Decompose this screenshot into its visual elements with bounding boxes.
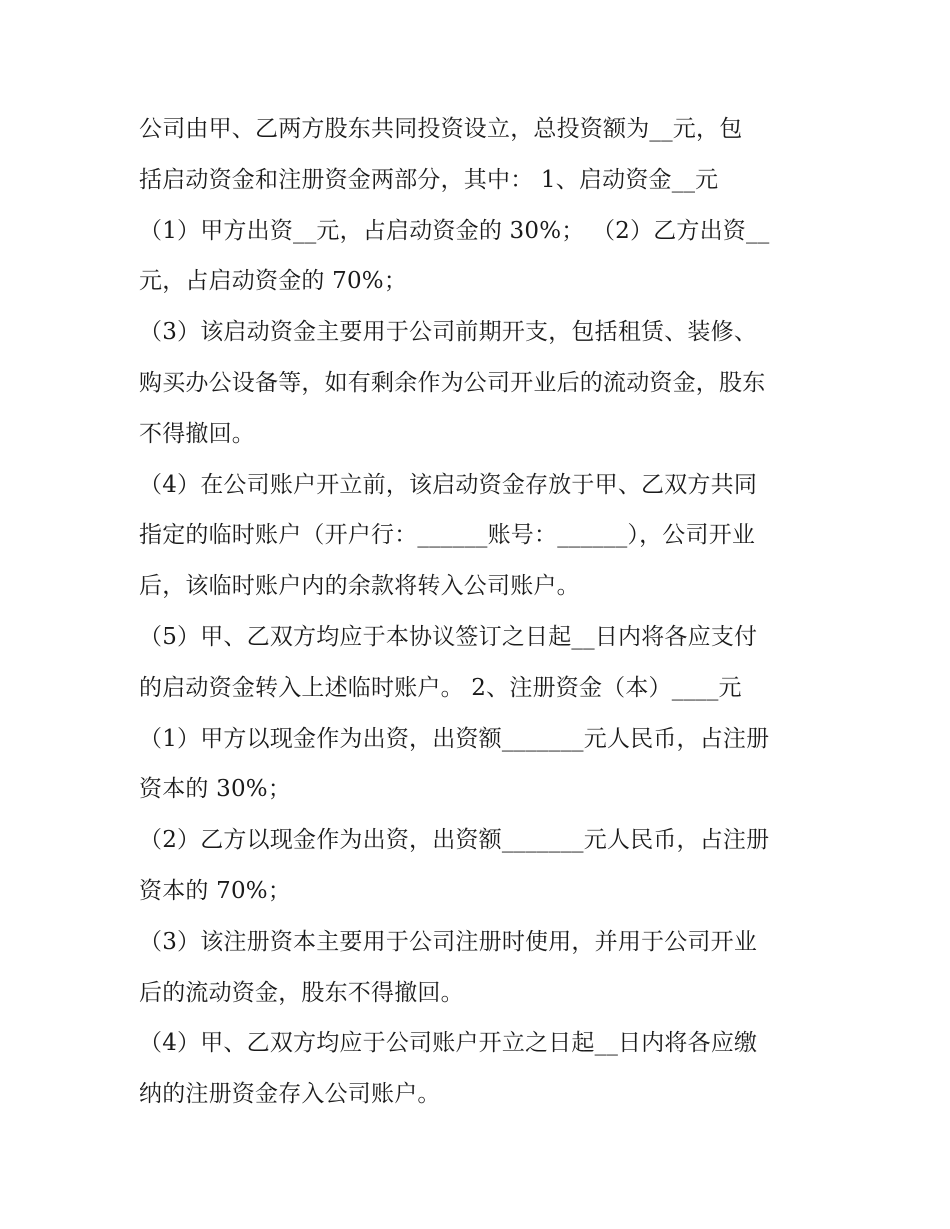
text-line: （3）该启动资金主要用于公司前期开支，包括租赁、装修、 [139,319,758,346]
text-line: （5）甲、乙双方均应于本协议签订之日起__日内将各应支付 [139,623,758,650]
text-line: 资本的 70%； [139,877,292,904]
text-line: 后的流动资金，股东不得撤回。 [139,979,464,1006]
text-line: （3）该注册资本主要用于公司注册时使用，并用于公司开业 [139,928,758,955]
text-line: 资本的 30%； [139,776,292,803]
text-line: （1）甲方以现金作为出资，出资额_______元人民币，占注册 [139,725,770,752]
text-line: 指定的临时账户（开户行：______账号：______），公司开业 [139,522,756,549]
text-line: 的启动资金转入上述临时账户。 2、注册资金（本）____元 [139,674,742,701]
text-line: （1）甲方出资__元，占启动资金的 30%； （2）乙方出资__ [139,217,770,244]
text-line: 不得撤回。 [139,420,255,447]
text-line: 元，占启动资金的 70%； [139,268,408,295]
text-line: 括启动资金和注册资金两部分，其中： 1、启动资金__元 [139,166,719,193]
text-line: （4）在公司账户开立前，该启动资金存放于甲、乙双方共同 [139,471,758,498]
text-line: （2）乙方以现金作为出资，出资额_______元人民币，占注册 [139,827,770,854]
document-body [139,104,819,1120]
text-line: 公司由甲、乙两方股东共同投资设立，总投资额为__元，包 [139,116,743,142]
text-line: 购买办公设备等，如有剩余作为公司开业后的流动资金，股东 [139,369,766,396]
text-line: （4）甲、乙双方均应于公司账户开立之日起__日内将各应缴 [139,1030,758,1057]
text-line: 后，该临时账户内的余款将转入公司账户。 [139,573,580,600]
text-line: 纳的注册资金存入公司账户。 [139,1081,441,1108]
